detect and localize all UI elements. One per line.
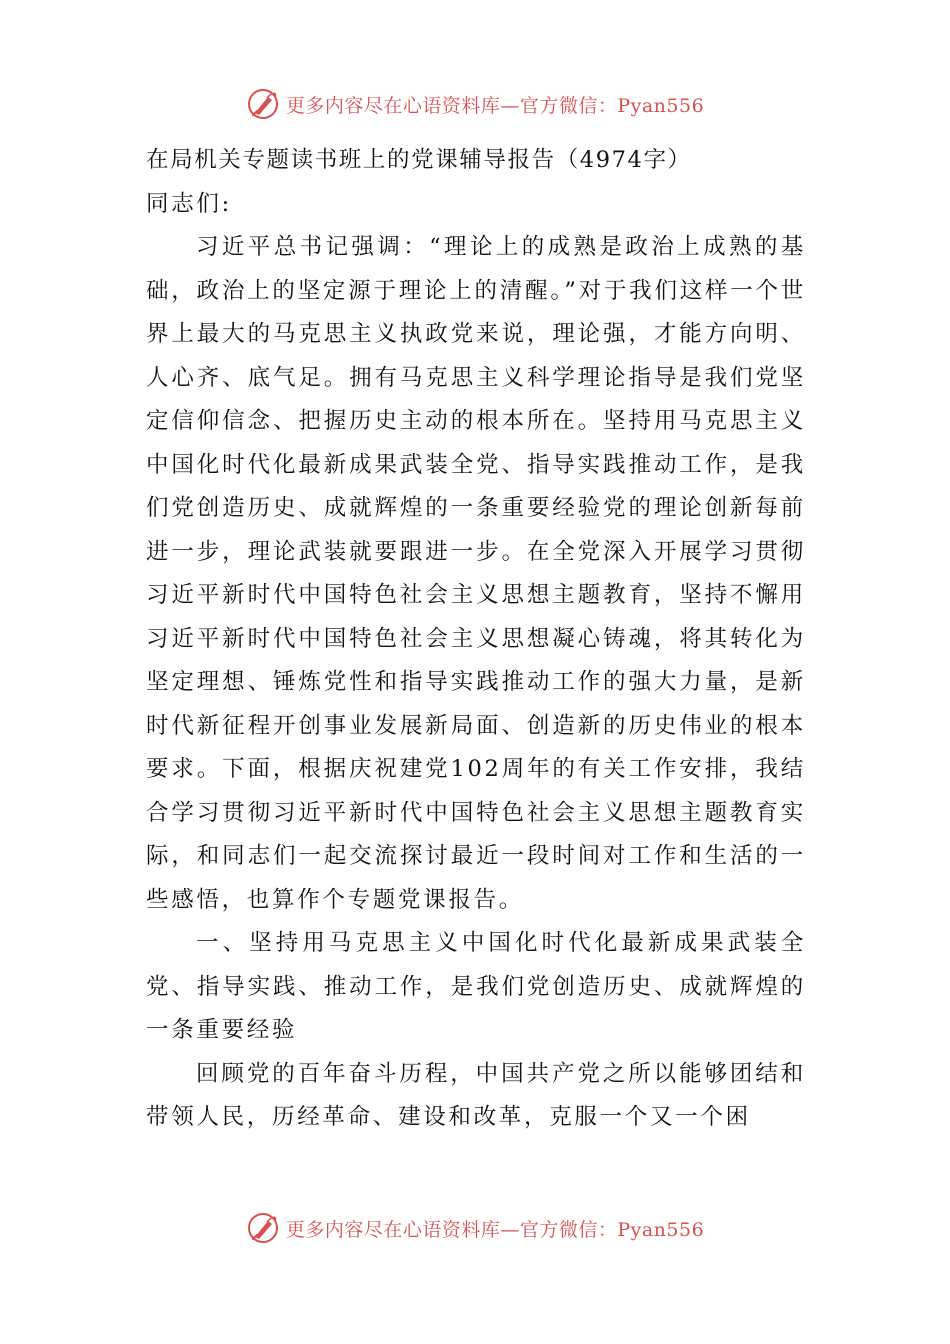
- watermark-text: 更多内容尽在心语资料库—官方微信：Pyan556: [285, 1218, 705, 1241]
- body-paragraph: 回顾党的百年奋斗历程，中国共产党之所以能够团结和带领人民，历经革命、建设和改革，克服一个又一个困: [146, 1060, 806, 1130]
- body-paragraph: 习近平总书记强调：“理论上的成熟是政治上成熟的基础，政治上的坚定源于理论上的清醒。”对于我们这样一个世界上最大的马克思主义执政党来说，理论强，才能方向明、人心齐、底气足。拥有马克思主义科学理论指导是我们党坚定信仰信念、把握历史主动的根本所在。坚持用马克思主义中国化时代化最新成果武装全党、指导实践推动工作，是我们党创造历史、成就辉煌的一条重要经验党的理论创新每前进一步，理论武装就要跟进一步。在全党深入开展学习贯彻习近平新时代中国特色社会主义思想主题教育，坚持不懈用习近平新时代中国特色社会主义思想凝心铸魂，将其转化为坚定理想、锤炼党性和指导实践推动工作的强大力量，是新时代新征程开创事业发展新局面、创造新的历史伟业的根本要求。下面，根据庆祝建党102周年的有关工作安排，我结合学习贯彻习近平新时代中国特色社会主义思想主题教育实际，和同志们一起交流探讨最近一段时间对工作和生活的一些感悟，也算作个专题党课报告。: [146, 234, 806, 913]
- quill-pen-logo-icon: [246, 1211, 280, 1245]
- quill-pen-logo-icon: [246, 87, 280, 121]
- watermark-footer: [0, 1208, 950, 1248]
- section-heading: 一、坚持用马克思主义中国化时代化最新成果武装全党、指导实践、推动工作，是我们党创造历史、成就辉煌的一条重要经验: [146, 930, 806, 1043]
- watermark-header: [0, 84, 950, 124]
- document-body: [146, 138, 806, 1140]
- document-title: 在局机关专题读书班上的党课辅导报告（4974字）: [146, 147, 692, 173]
- document-greeting: 同志们:: [146, 191, 232, 217]
- watermark-text: 更多内容尽在心语资料库—官方微信：Pyan556: [285, 94, 705, 117]
